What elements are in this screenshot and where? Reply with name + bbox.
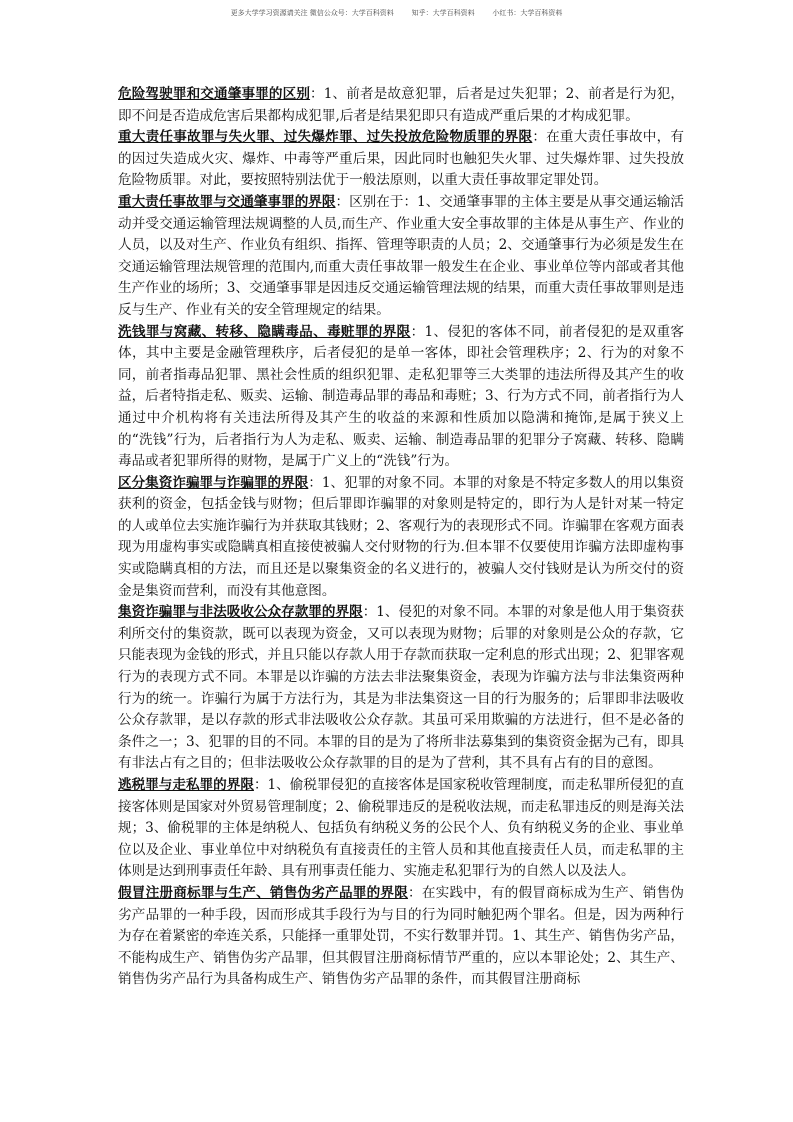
section-heading: 危险驾驶罪和交通肇事罪的区别 <box>118 86 311 102</box>
document-body <box>118 84 684 991</box>
section-heading: 重大责任事故罪与失火罪、过失爆炸罪、过失投放危险物质罪的界限 <box>118 129 533 146</box>
section-heading: 区分集资诈骗罪与诈骗罪的界限 <box>118 474 309 491</box>
section-dangerous-driving <box>118 84 684 127</box>
section-text: ：1、侵犯的客体不同，前者侵犯的是双重客体，其中主要是金融管理秩序，后者侵犯的是单一客体，即社会管理秩序；2、行为的对象不同，前者指毒品犯罪、黑社会性质的组织犯罪、走私犯罪等三大类罪的违法所得及其产生的收益，后者特指走私、贩卖、运输、制造毒品罪的毒品和毒赃；3、行为方式不同，前者指行为人通过中介机构将有关违法所得及其产生的收益的来源和性质加以隐满和掩饰,是属于狭义上的“洗钱”行为，后者指行为人为走私、贩卖、运输、制造毒品罪的犯罪分子窝藏、转移、隐瞒毒品或者犯罪所得的财物，是属于广义上的“洗钱”行为。 <box>118 323 684 470</box>
section-text: ：在实践中，有的假冒商标成为生产、销售伪劣产品罪的一种手段，因而形成其手段行为与目的行为同时触犯两个罪名。但是，因为两种行为存在着紧密的牵连关系，只能择一重罪处罚，不实行数罪并罚。1、其生产、销售伪劣产品，不能构成生产、销售伪劣产品罪，但其假冒注册商标情节严重的，应以本罪论处；2、其生产、销售伪劣产品行为具备构成生产、销售伪劣产品罪的条件，而其假冒注册商标 <box>118 884 685 988</box>
section-illegal-deposits <box>118 602 684 775</box>
page-header: 更多大学学习资源请关注 微信公众号：大学百科资料 知乎：大学百科资料 小红书：大学百科资料 <box>230 9 563 17</box>
section-heading: 集资诈骗罪与非法吸收公众存款罪的界限 <box>118 604 363 621</box>
section-heading: 重大责任事故罪与交通肇事罪的界限 <box>118 193 336 210</box>
section-money-laundering <box>118 322 684 473</box>
section-text: ：1、犯罪的对象不同。本罪的对象是不特定多数人的用以集资获利的资金，包括金钱与财物；但后罪即诈骗罪的对象则是特定的，即行为人是针对某一特定的人或单位去实施诈骗行为并获取其钱财；2、客观行为的表现形式不同。诈骗罪在客观方面表现为用虚构事实或隐瞒真相直接使被骗人交付财物的行为.但本罪不仅要使用诈骗方法即虚构事实或隐瞒真相的方法，而且还是以聚集资金的名义进行的，被骗人交付钱财是认为所交付的资金是集资而营利，而没有其他意图。 <box>118 474 684 599</box>
section-major-liability-traffic <box>118 192 684 322</box>
section-major-liability-fire <box>118 127 684 192</box>
section-fundraising-fraud <box>118 473 684 603</box>
section-heading: 逃税罪与走私罪的界限 <box>118 777 254 793</box>
section-text: ：1、前者是故意犯罪，后者是过失犯罪；2、前者是行为犯，即不问是否造成危害后果都构成犯罪,后者是结果犯即只有造成严重后果的才构成犯罪。 <box>118 86 684 124</box>
section-text: ：在重大责任事故中，有的因过失造成火灾、爆炸、中毒等严重后果，因此同时也触犯失火罪、过失爆炸罪、过失投放危险物质罪。对此，要按照特别法优于一般法原则，以重大责任事故罪定罪处罚。 <box>118 129 685 189</box>
section-counterfeit-trademark <box>118 883 684 991</box>
section-text: ：1、偷税罪侵犯的直接客体是国家税收管理制度，而走私罪所侵犯的直接客体则是国家对外贸易管理制度；2、偷税罪违反的是税收法规，而走私罪违反的则是海关法规；3、偷税罪的主体是纳税人、包括负有纳税义务的公民个人、负有纳税义务的企业、事业单位以及企业、事业单位中对纳税负有直接责任的主管人员和其他直接责任人员，而走私罪的主体则是达到刑事责任年龄、具有刑事责任能力、实施走私犯罪行为的自然人以及法人。 <box>118 777 684 880</box>
section-text: ：1、侵犯的对象不同。本罪的对象是他人用于集资获利所交付的集资款，既可以表现为资金，又可以表现为财物；后罪的对象则是公众的存款，它只能表现为金钱的形式，并且只能以存款人用于存款而获取一定利息的形式出现；2、犯罪客观行为的表现方式不同。本罪是以诈骗的方法去非法聚集资金，表现为诈骗方法与非法集资两种行为的统一。诈骗行为属于方法行为，其是为非法集资这一目的行为服务的；后罪即非法吸收公众存款罪，是以存款的形式非法吸收公众存款。其虽可采用欺骗的方法进行，但不是必备的条件之一；3、犯罪的目的不同。本罪的目的是为了将所非法募集到的集资资金据为己有，即具有非法占有之目的；但非法吸收公众存款罪的目的是为了营利，其不具有占有的目的意图。 <box>118 604 684 772</box>
section-heading: 假冒注册商标罪与生产、销售伪劣产品罪的界限 <box>118 884 409 901</box>
section-heading: 洗钱罪与窝藏、转移、隐瞒毒品、毒赃罪的界限 <box>118 323 411 340</box>
section-tax-evasion-smuggling <box>118 775 684 883</box>
section-text: ：区别在于：1、交通肇事罪的主体主要是从事交通运输活动并受交通运输管理法规调整的人员,而生产、作业重大安全事故罪的主体是从事生产、作业的人员，以及对生产、作业负有组织、指挥、管理等职责的人员；2、交通肇事行为必须是发生在交通运输管理法规管理的范围内,而重大责任事故罪一般发生在企业、事业单位等内部或者其他生产作业的场所；3、交通肇事罪是因违反交通运输管理法规的结果，而重大责任事故罪则是违反与生产、作业有关的安全管理规定的结果。 <box>118 193 684 318</box>
